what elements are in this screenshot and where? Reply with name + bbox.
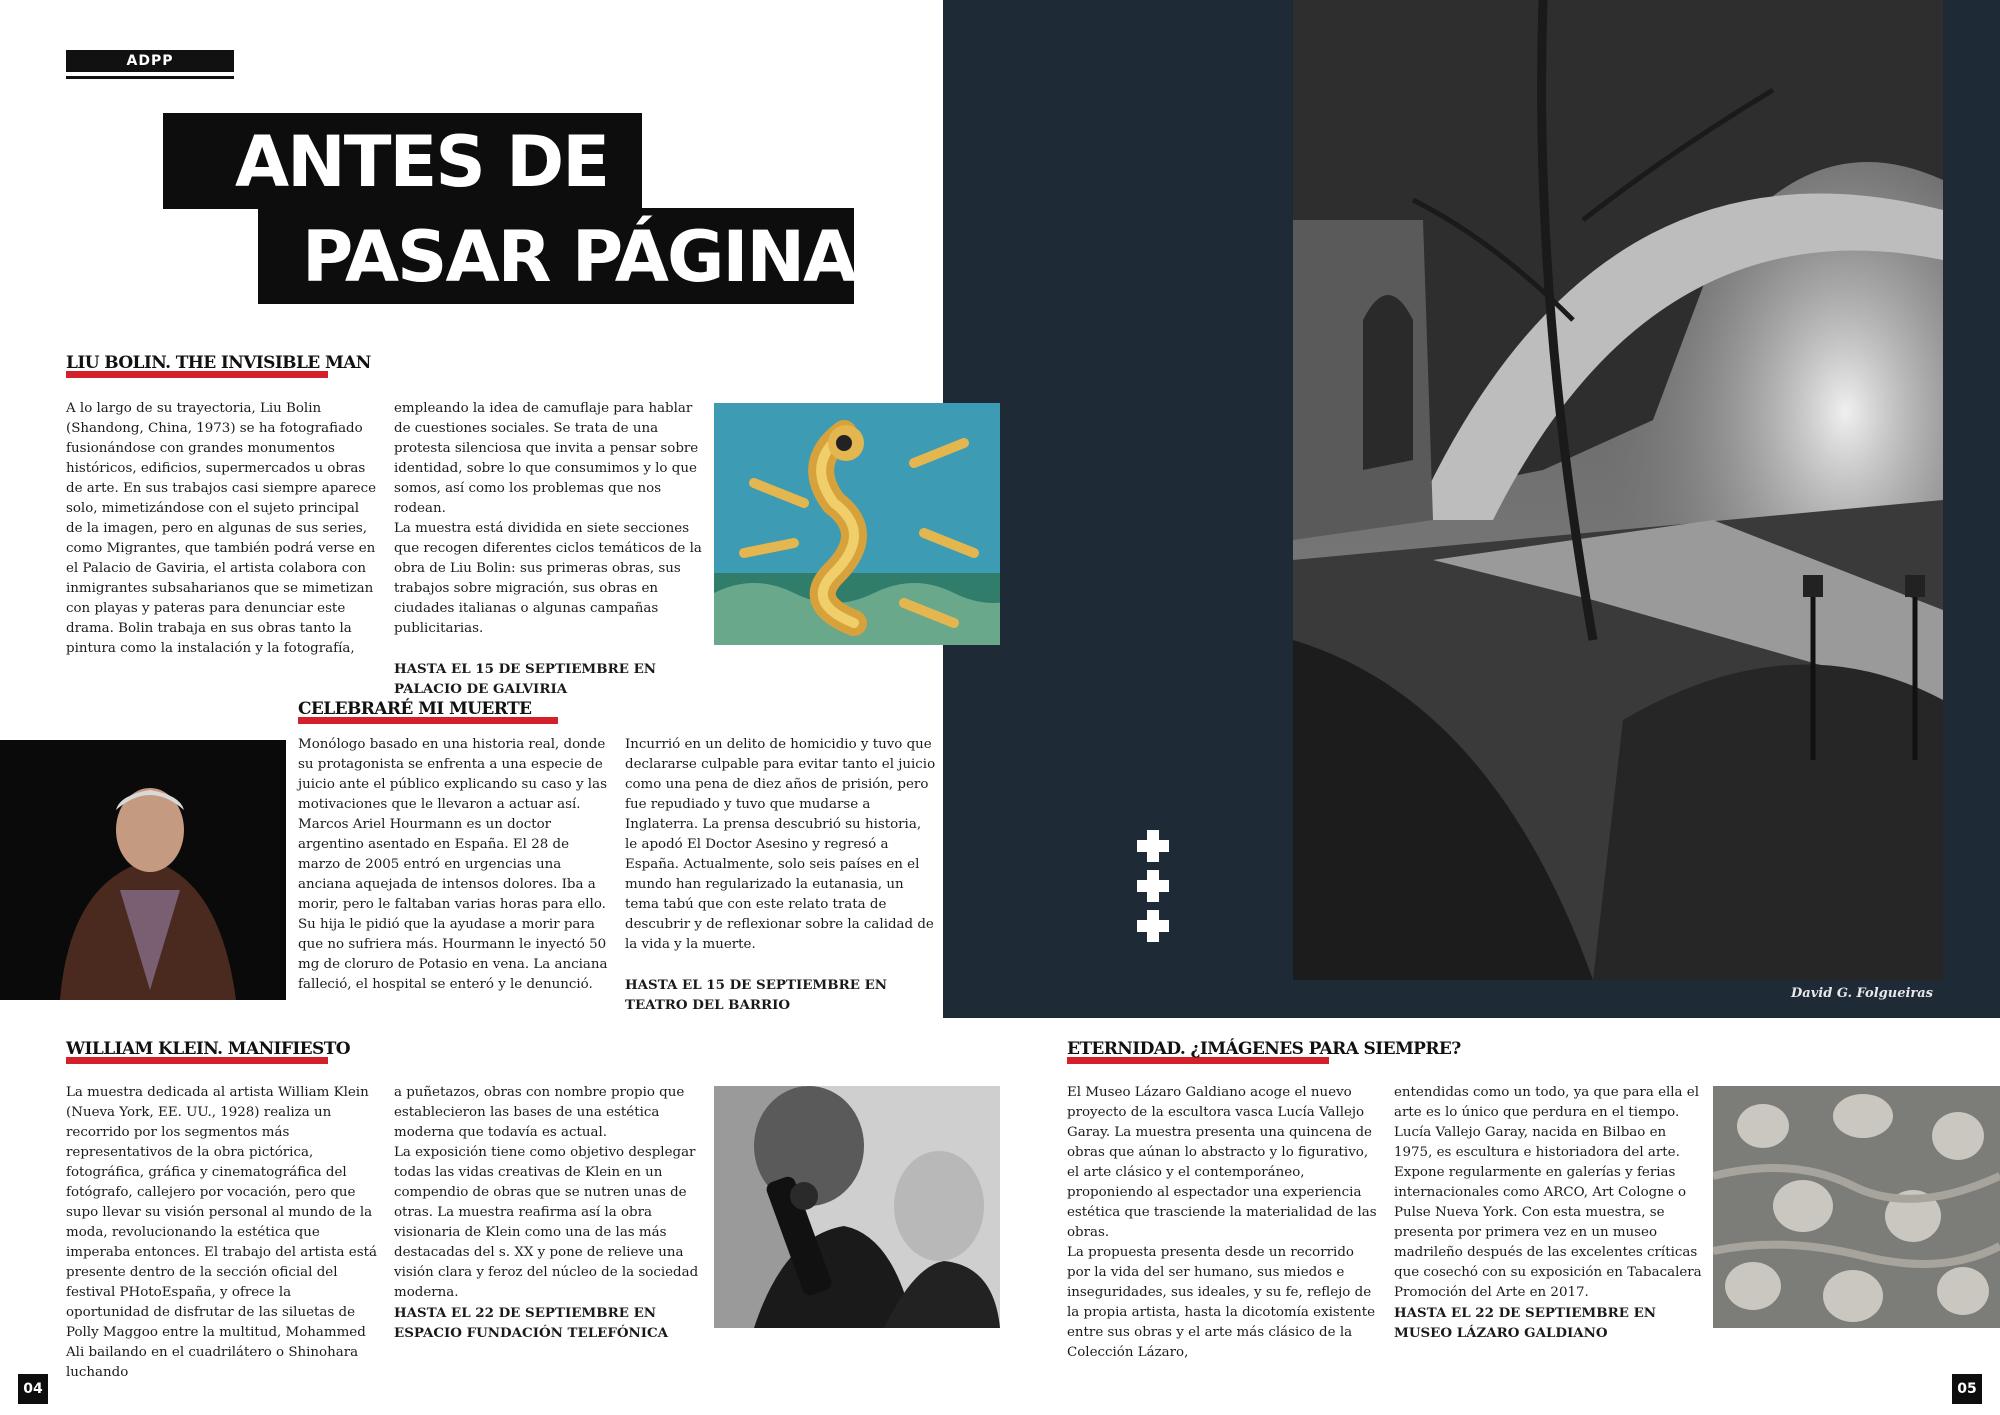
photo-credit: David G. Folgueiras xyxy=(1791,986,1933,1001)
paragraph: Monólogo basado en una historia real, donde su protagonista se enfrenta a una especie de juicio ante el público explicando su caso y las motivaciones que le llevaron a actuar así. xyxy=(298,737,607,812)
paragraph: La muestra está dividida en siete secciones que recogen diferentes ciclos temáticos de la obra de Liu Bolin: sus primeras obras, sus trabajos sobre migración, sus obras en ciudades italianas o algunas campañas publicitarias. xyxy=(394,521,702,636)
event-info: HASTA EL 15 DE SEPTIEMBRE EN TEATRO DEL BARRIO xyxy=(625,977,888,1013)
event-info: HASTA EL 22 DE SEPTIEMBRE EN ESPACIO FUNDACIÓN TELEFÓNICA xyxy=(394,1305,669,1341)
page-number-left: 04 xyxy=(18,1374,48,1404)
klein-col2 xyxy=(394,1083,706,1343)
paragraph: El Museo Lázaro Galdiano acoge el nuevo proyecto de la escultora vasca Lucía Vallejo Garay. La muestra presenta una quincena de obras que aúnan lo abstracto y lo figurativo, el arte clásico y el contemporáneo, proponiendo al espectador una experiencia estética que trasciende la materialidad de las obras. xyxy=(1067,1085,1377,1240)
cross-decoration xyxy=(1135,830,1171,942)
paragraph: La muestra dedicada al artista William Klein (Nueva York, EE. UU., 1928) realiza un recorrido por los segmentos más representativos de la obra pictórica, fotográfica, gráfica y cinematográfica del fotógrafo, callejero por vocación, pero que supo llevar su visión personal al mundo de la moda, revolucionando la estética que imperaba entonces. El trabajo del artista está presente dentro de la sección oficial del festival PHotoEspaña, y ofrece la oportunidad de disfrutar de las siluetas de Polly Maggoo entre la multitud, Mohammed Ali bailando en el cuadrilátero o Shinohara luchando xyxy=(66,1085,377,1380)
title-line-1: ANTES DE xyxy=(235,121,609,203)
heading-klein: WILLIAM KLEIN. MANIFIESTO xyxy=(66,1039,350,1059)
liu-bolin-col2 xyxy=(394,399,706,699)
title-line-2: PASAR PÁGINA xyxy=(302,216,856,298)
page-number-right: 05 xyxy=(1952,1374,1982,1404)
dragon-photo xyxy=(714,403,1000,645)
title-block-1 xyxy=(163,113,642,209)
section-tag: ADPP xyxy=(66,50,234,72)
title-block-2 xyxy=(258,208,854,304)
event-info: HASTA EL 15 DE SEPTIEMBRE EN PALACIO DE GALVIRIA xyxy=(394,661,657,697)
paragraph: La propuesta presenta desde un recorrido por la vida del ser humano, sus miedos e inseguridades, sus ideales, y su fe, reflejo de la propia artista, hasta la dicotomía existente entre sus obras y el arte más clásico de la Colección Lázaro, xyxy=(1067,1245,1376,1360)
tag-underline xyxy=(66,76,234,79)
paragraph: Incurrió en un delito de homicidio y tuvo que declararse culpable para evitar tanto el juicio como una pena de diez años de prisión, pero fue repudiado y tuvo que mudarse a Inglaterra. La prensa descubrió su historia, le apodó El Doctor Asesino y regresó a España. Actualmente, solo seis países en el mundo han regularizado la eutanasia, un tema tabú que con este relato trata de descubrir y de reflexionar sobre la calidad de la vida y la muerte. xyxy=(625,737,936,952)
paragraph: empleando la idea de camuflaje para hablar de cuestiones sociales. Se trata de una protesta silenciosa que invita a pensar sobre identidad, sobre lo que consumimos y lo que somos, así como los problemas que nos rodean. xyxy=(394,401,699,516)
paragraph: a puñetazos, obras con nombre propio que establecieron las bases de una estética moderna que todavía es actual. xyxy=(394,1085,685,1140)
eternidad-col2 xyxy=(1394,1083,1706,1343)
featured-photo xyxy=(1293,0,1943,980)
paragraph: A lo largo de su trayectoria, Liu Bolin (Shandong, China, 1973) se ha fotografiado fusionándose con grandes monumentos históricos, edificios, supermercados u obras de arte. En sus trabajos casi siempre aparece solo, mimetizándose con el sujeto principal de la imagen, pero en algunas de sus series, como Migrantes, que también podrá verse en el Palacio de Gaviria, el artista colabora con inmigrantes subsaharianos que se mimetizan con playas y pateras para denunciar este drama. Bolin trabaja en sus obras tanto la pintura como la instalación y la fotografía, xyxy=(66,401,377,656)
actor-photo xyxy=(0,740,286,1000)
liu-bolin-col1 xyxy=(66,399,378,659)
heading-eternidad: ETERNIDAD. ¿IMÁGENES PARA SIEMPRE? xyxy=(1067,1039,1461,1059)
klein-col1 xyxy=(66,1083,378,1383)
eternidad-col1 xyxy=(1067,1083,1379,1363)
celebrare-col2 xyxy=(625,735,937,1015)
paragraph: Su hija le pidió que la ayudase a morir para que no sufriera más. Hourmann le inyectó 50 mg de cloruro de Potasio en vena. La anciana falleció, el hospital se enteró y le denunció. xyxy=(298,917,608,992)
paragraph: Marcos Ariel Hourmann es un doctor argentino asentado en España. El 28 de marzo de 2005 entró en urgencias una anciana aquejada de intensos dolores. Iba a morir, pero le faltaban varias horas para ello. xyxy=(298,817,606,912)
heading-liu-bolin: LIU BOLIN. THE INVISIBLE MAN xyxy=(66,353,371,373)
celebrare-col1 xyxy=(298,735,608,995)
heading-celebrare: CELEBRARÉ MI MUERTE xyxy=(298,699,532,719)
paragraph: Lucía Vallejo Garay, nacida en Bilbao en 1975, es escultura e historiadora del arte. Expone regularmente en galerías y ferias internacionales como ARCO, Art Cologne o Pulse Nueva York. Con esta muestra, se presenta por primera vez en un museo madrileño después de las excelentes críticas que cosechó con su exposición en Tabacalera Promoción del Arte en 2017. xyxy=(1394,1125,1702,1300)
sculpture-photo xyxy=(1713,1086,2000,1328)
paragraph: La exposición tiene como objetivo desplegar todas las vidas creativas de Klein en un compendio de obras que se nutren unas de otras. La muestra reafirma así la obra visionaria de Klein como una de las más destacadas del s. XX y pone de relieve una visión clara y feroz del núcleo de la sociedad moderna. xyxy=(394,1145,699,1300)
klein-photo xyxy=(714,1086,1000,1328)
paragraph: entendidas como un todo, ya que para ella el arte es lo único que perdura en el tiempo. xyxy=(1394,1085,1700,1120)
event-info: HASTA EL 22 DE SEPTIEMBRE EN MUSEO LÁZARO GALDIANO xyxy=(1394,1305,1657,1341)
